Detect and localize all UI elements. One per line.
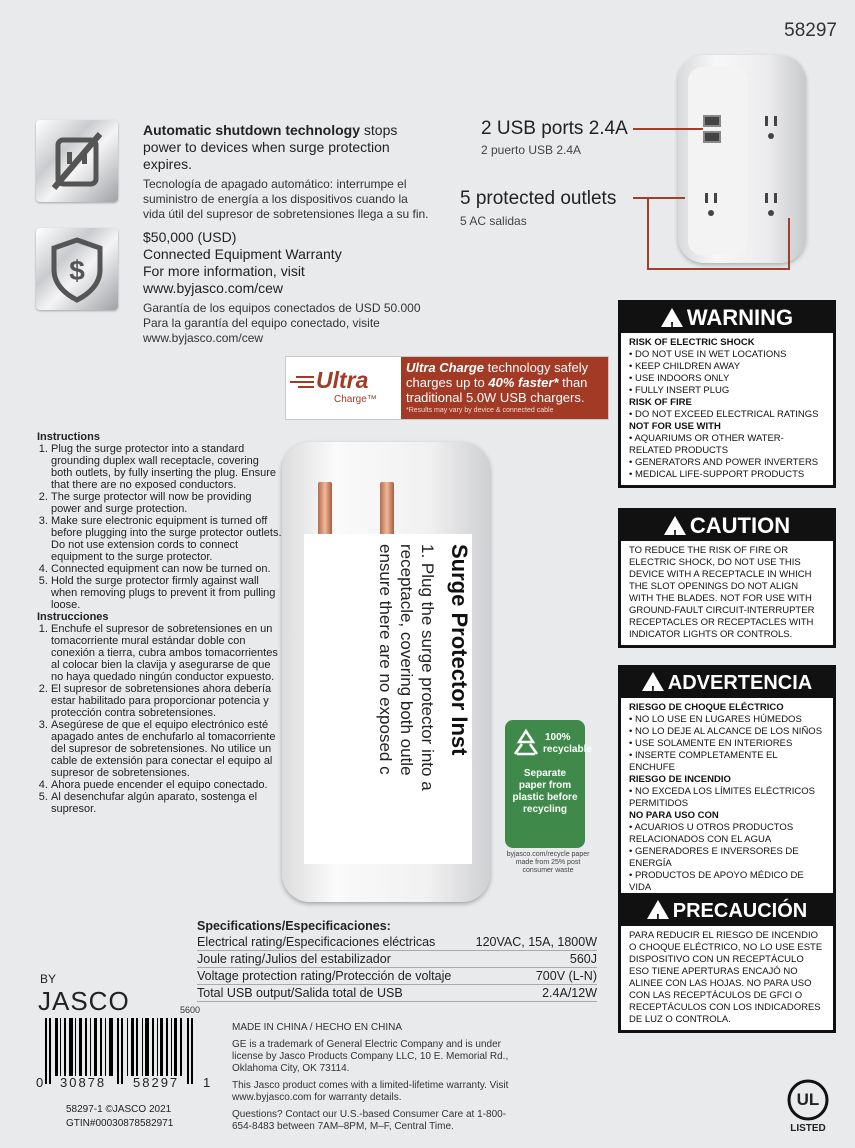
feature-warranty [143,229,443,346]
instructions-en [37,431,282,815]
precaucion-triangle-icon: ! [647,900,669,919]
ge-trademark: GE is a trademark of General Electric Company and is under license by Jasco Products Company LLC, 10 E. Memorial Rd., Oklahoma City, OK 73114. [232,1039,509,1074]
ultra-text: technology safely charges up to [406,360,589,390]
warning-section: NOT FOR USE WITH [629,421,721,432]
instruction-step: 2. The surge protector will now be providing power and surge protection. [51,491,282,515]
callout-line [647,197,649,270]
usb-port-icon [703,115,721,127]
warning-item: • DO NOT EXCEED ELECTRICAL RATINGS [629,409,825,421]
warranty-title: Connected Equipment Warranty [143,246,342,262]
instruction-step-es: 1. Enchufe el supresor de sobretensiones en un tomacorriente mural estándar doble con conexión a tierra, cubra ambos tomacorrientes al colocar bien la clavija y asegurarse de que no haya quedado ningún conductor expuesto. [51,623,282,683]
instruction-card [304,534,472,864]
callout-line [788,218,790,270]
ultra-logo: Ultra [316,367,369,393]
caution-triangle-icon: ! [664,516,686,535]
sku-number: 58297 [784,20,837,41]
warning-item: • USE INDOORS ONLY [629,373,825,385]
instruction-step: 4. Connected equipment can now be turned on. [51,563,282,575]
recycle-pct: 100% [545,732,571,743]
advertencia-box [618,665,836,901]
advertencia-item: • GENERADORES E INVERSORES DE ENERGÍA [629,846,825,870]
ul-mark: UL [796,1090,820,1109]
feature-title-es: Tecnología de apagado automático: [143,177,334,191]
ultra-text-end: than traditional 5.0W USB chargers. [406,375,588,405]
instructions-heading: Instructions [37,431,100,443]
advertencia-triangle-icon: ! [642,672,664,691]
warning-item: • DO NOT USE IN WET LOCATIONS [629,349,825,361]
advertencia-item: • PRODUCTOS DE APOYO MÉDICO DE VIDA [629,870,825,894]
caution-text: TO REDUCE THE RISK OF FIRE OR ELECTRIC SHOCK, DO NOT USE THIS DEVICE WITH A RECEPTACLE IN WHICH THE SLOT OPENINGS DO NOT ALIGN WITH THE BLADES. NOT FOR USE WITH GROUND-FAULT CIRCUIT-INTERRUPTER RECEPTACLES OR RECEPTACLES WITH INDICATOR LIGHTS OR CONTROLS. [629,545,815,640]
legal-footer [232,1022,522,1138]
spec-value: 560J [569,952,597,966]
usb-port-icon [703,131,721,143]
ultra-logo-sub: Charge™ [334,394,377,405]
callout-line [647,268,790,270]
recycle-msg: Separate paper from plastic before recycling [512,768,578,815]
warning-title: WARNING [686,305,794,330]
warning-item: • GENERATORS AND POWER INVERTERS [629,457,825,469]
spec-value: 120VAC, 15A, 1800W [475,935,597,949]
instruction-step: 3. Make sure electronic equipment is turned off before plugging into the surge protector outlets. Do not use extension cords to connect equipment to the surge protector. [51,515,282,563]
barcode-line: GTIN#00030878582971 [66,1118,174,1129]
consumer-care: Questions? Contact our U.S.-based Consumer Care at 1-800-654-8483 between 7AM–8PM, M–F, Central Time. [232,1109,507,1132]
precaucion-title: PRECAUCIÓN [672,900,808,922]
svg-text:$: $ [69,255,85,286]
dollar-shield-icon [36,228,118,310]
warranty-note: This Jasco product comes with a limited-lifetime warranty. Visit www.byjasco.com for warranty details. [232,1080,509,1103]
outlets-callout-es: 5 AC salidas [460,214,527,228]
recycle-label [505,720,592,848]
instruction-step-es: 4. Ahora puede encender el equipo conectado. [51,779,282,791]
recycle-icon [511,728,541,758]
recycle-foot: byjasco.com/recycle paper made from 25% post consumer waste [506,851,590,874]
caution-title: CAUTION [689,513,791,538]
advertencia-item: • NO LO USE EN LUGARES HÚMEDOS [629,714,825,726]
product-image [678,55,806,263]
outlet-icon [758,110,784,146]
barcode-line: 58297-1 ©JASCO 2021 [66,1104,172,1115]
caution-box [618,508,836,648]
usb-callout: 2 USB ports 2.4A [481,118,628,139]
instruction-step: 1. Plug the surge protector into a standard grounding duplex wall receptacle, covering both outlets, by fully inserting the plug. Ensure that there are no exposed conductors. [51,443,282,491]
card-line: 1. Plug the surge protector into a [418,544,437,791]
feature-text: stops power to devices when surge protection expires. [143,122,398,172]
ultra-note: *Results may vary by device & connected cable [406,407,554,414]
spec-row [197,934,597,951]
advertencia-item: • NO EXCEDA LOS LÍMITES ELÉCTRICOS PERMITIDOS [629,786,825,810]
advertencia-item: • ACUARIOS U OTROS PRODUCTOS RELACIONADOS CON EL AGUA [629,822,825,846]
outlet-icon [758,187,784,223]
specifications [197,918,597,1002]
warranty-info: For more information, visit [143,263,305,279]
barcode-digit: 1 [203,1075,211,1090]
barcode-digits: 30878 [60,1075,107,1090]
blister-pack [282,442,490,902]
ultra-charge-banner [285,356,609,420]
instruction-step-es: 2. El supresor de sobretensiones ahora debería estar habilitado para proporcionar potencia y protección contra sobretensiones. [51,683,282,719]
spec-value: 700V (L-N) [535,969,597,983]
usb-callout-es: 2 puerto USB 2.4A [481,143,582,157]
warning-item: • AQUARIUMS OR OTHER WATER-RELATED PRODUCTS [629,433,825,457]
advertencia-section: RIESGO DE CHOQUE ELÉCTRICO [629,702,784,713]
instruction-step: 5. Hold the surge protector firmly against wall when removing plugs to prevent it from pulling loose. [51,575,282,611]
callout-line [633,197,685,199]
spec-row [197,985,597,1002]
warning-item: • FULLY INSERT PLUG [629,385,825,397]
made-in: MADE IN CHINA / HECHO EN CHINA [232,1022,403,1033]
speed-lines-icon [290,375,316,389]
ul-listed-mark [782,1078,834,1138]
advertencia-section: NO PARA USO CON [629,810,719,821]
instruction-step-es: 3. Asegúrese de que el equipo electrónico esté apagado antes de enchufarlo al tomacorriente del supresor de sobretensiones. No utilice un cable de extensión para conectar el equipo al supresor de sobretensiones. [51,719,282,779]
warranty-amount: $50,000 (USD) [143,229,237,245]
spec-label: Joule rating/Julios del estabilizador [197,952,391,966]
card-line: receptacle, covering both outle [397,544,416,776]
warning-item: • KEEP CHILDREN AWAY [629,361,825,373]
card-rotated-text [375,544,472,791]
warning-section: RISK OF FIRE [629,397,692,408]
instructions-heading-es: Instrucciones [37,611,109,623]
brand-by: BY [40,972,57,986]
warranty-link[interactable]: www.byjasco.com/cew [143,280,284,296]
spec-label: Total USB output/Salida total de USB [197,986,403,1000]
warranty-es-1: Garantía de los equipos conectados de USD 50.000 [143,301,421,315]
warning-triangle-icon: ! [661,308,683,327]
brand-logo: JASCO [38,986,130,1016]
barcode-digits: 58297 [133,1075,180,1090]
ultra-text-brand: Ultra Charge [406,360,485,375]
ul-listed: LISTED [790,1123,826,1134]
advertencia-item: • USE SOLAMENTE EN INTERIORES [629,738,825,750]
ultra-text-pct: 40% faster* [488,375,559,390]
warranty-es-link[interactable]: www.byjasco.com/cew [143,331,264,345]
barcode-digit: 0 [36,1075,44,1090]
callout-line [633,128,703,130]
precaucion-box [618,893,836,1033]
no-power-plug-icon [36,120,118,202]
advertencia-section: RIESGO DE INCENDIO [629,774,731,785]
recycle-word: recyclable [543,744,592,755]
warning-section: RISK OF ELECTRIC SHOCK [629,337,755,348]
outlets-callout: 5 protected outlets [460,188,617,209]
spec-label: Electrical rating/Especificaciones eléctricas [197,935,436,949]
advertencia-item: • NO LO DEJE AL ALCANCE DE LOS NIÑOS [629,726,825,738]
outlet-icon [698,187,724,223]
advertencia-item: • INSERTE COMPLETAMENTE EL ENCHUFE [629,750,825,774]
warning-item: • MEDICAL LIFE-SUPPORT PRODUCTS [629,469,825,481]
card-title: Surge Protector Inst [447,544,472,756]
specs-heading: Specifications/Especificaciones: [197,919,391,933]
feature-shutdown [143,122,433,222]
spec-value: 2.4A/12W [542,986,597,1000]
spec-row [197,968,597,985]
warning-box [618,300,836,488]
spec-label: Voltage protection rating/Protección de voltaje [197,969,452,983]
card-line: ensure there are no exposed c [376,544,395,775]
feature-title: Automatic shutdown technology [143,122,360,138]
precaucion-text: PARA REDUCIR EL RIESGO DE INCENDIO O CHOQUE ELÉCTRICO, NO LO USE ESTE DISPOSITIVO CON UN RECEPTÁCULO ESO TIENE APERTURAS ENCAJÓ NO ALINEE CON LAS HOJAS. NO PARA USO CON LAS RECEPTÁCULOS DE GFCI O RECEPTÁCULOS CON LOS INDICADORES DE LUZ O CONTROLA. [629,930,823,1025]
advertencia-title: ADVERTENCIA [667,672,813,694]
warranty-es-2: Para la garantía del equipo conectado, visite [143,316,380,330]
code-5600: 5600 [180,1005,201,1015]
instruction-step-es: 5. Al desenchufar algún aparato, sostenga el supresor. [51,791,282,815]
spec-row [197,951,597,968]
feature-text-es: interrumpe el suministro de energía a los dispositivos cuando la vida útil del supresor de sobretensiones llega a su fin. [143,177,429,221]
